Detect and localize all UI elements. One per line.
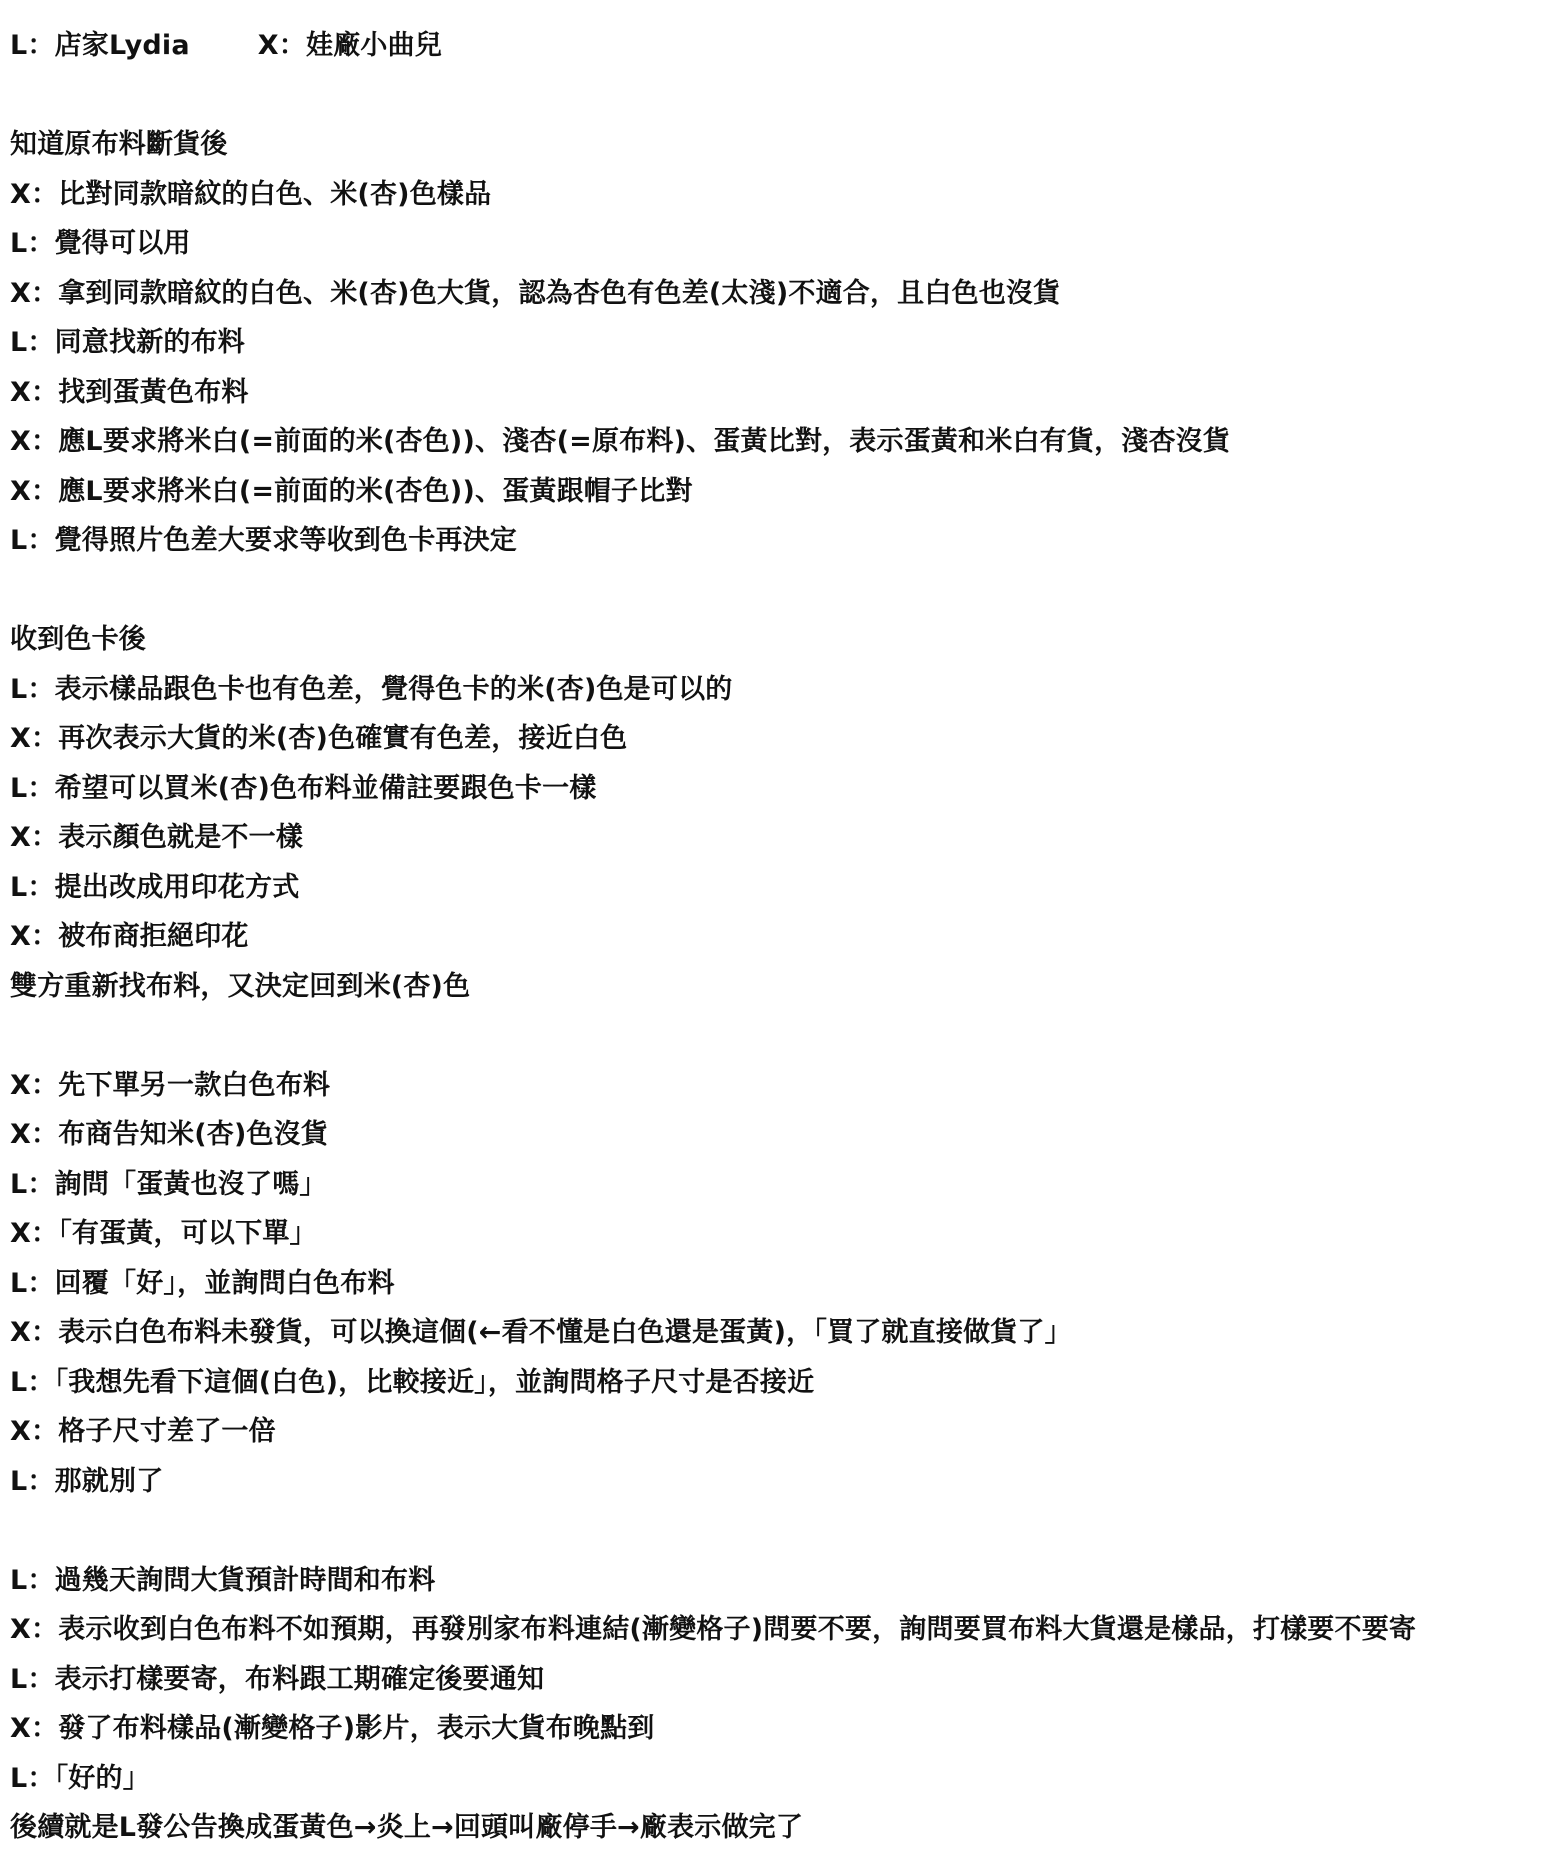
dialogue-line: L：同意找新的布料	[10, 327, 246, 358]
blank-line	[10, 566, 1540, 616]
section-ordering	[10, 1061, 1540, 1507]
dialogue-line: L：覺得可以用	[10, 228, 191, 259]
dialogue-line: X：「有蛋黃，可以下單」	[10, 1218, 317, 1249]
dialogue-line: L：詢問「蛋黃也沒了嗎」	[10, 1168, 327, 1200]
dialogue-line: L：「好的」	[10, 1762, 150, 1794]
factory-label: X：娃廠小曲兒	[257, 30, 442, 61]
dialogue-line: X：被布商拒絕印花	[10, 921, 249, 952]
section-heading: 知道原布料斷貨後	[10, 129, 228, 160]
document-body	[10, 21, 1540, 1853]
section-followup	[10, 1556, 1540, 1853]
dialogue-line: X：格子尺寸差了一倍	[10, 1416, 276, 1447]
closing-line: 後續就是L發公告換成蛋黃色→炎上→回頭叫廠停手→廠表示做完了	[10, 1812, 804, 1843]
store-label: L：店家Lydia	[10, 30, 190, 61]
dialogue-line: L：「我想先看下這個(白色)，比較接近」，並詢問格子尺寸是否接近	[10, 1366, 815, 1398]
section-heading: 收到色卡後	[10, 624, 146, 655]
dialogue-line: X：應L要求將米白(=前面的米(杏色))、淺杏(=原布料)、蛋黃比對，表示蛋黃和米白有貨，淺杏沒貨	[10, 426, 1231, 457]
dialogue-line: X：先下單另一款白色布料	[10, 1069, 331, 1101]
dialogue-line: L：回覆「好」，並詢問白色布料	[10, 1267, 395, 1299]
dialogue-line: X：表示顏色就是不一樣	[10, 822, 304, 853]
dialogue-line: X：拿到同款暗紋的白色、米(杏)色大貨，認為杏色有色差(太淺)不適合，且白色也沒貨	[10, 277, 1061, 309]
blank-line	[10, 1506, 1540, 1556]
dialogue-line: L：覺得照片色差大要求等收到色卡再決定	[10, 525, 518, 556]
dialogue-line: X：發了布料樣品(漸變格子)影片，表示大貨布晚點到	[10, 1713, 655, 1744]
section-after-color-card	[10, 615, 1540, 1011]
dialogue-line: L：提出改成用印花方式	[10, 871, 300, 903]
dialogue-line: X：布商告知米(杏)色沒貨	[10, 1119, 329, 1150]
dialogue-line: L：希望可以買米(杏)色布料並備註要跟色卡一樣	[10, 772, 597, 804]
dialogue-line: L：過幾天詢問大貨預計時間和布料	[10, 1564, 436, 1596]
section-before-restock	[10, 120, 1540, 566]
dialogue-line: X：找到蛋黃色布料	[10, 376, 249, 408]
header-line	[10, 21, 1540, 71]
blank-line	[10, 1011, 1540, 1061]
dialogue-line: 雙方重新找布料，又決定回到米(杏)色	[10, 970, 471, 1002]
blank-line	[10, 71, 1540, 121]
dialogue-line: X：再次表示大貨的米(杏)色確實有色差，接近白色	[10, 723, 628, 754]
dialogue-line: X：比對同款暗紋的白色、米(杏)色樣品	[10, 178, 492, 210]
dialogue-line: L：表示打樣要寄，布料跟工期確定後要通知	[10, 1663, 545, 1695]
dialogue-line: X：表示收到白色布料不如預期，再發別家布料連結(漸變格子)問要不要，詢問要買布料大貨還是樣品，打樣要不要寄	[10, 1614, 1417, 1645]
dialogue-line: X：表示白色布料未發貨，可以換這個(←看不懂是白色還是蛋黃)，「買了就直接做貨了」	[10, 1317, 1072, 1348]
dialogue-line: L：那就別了	[10, 1465, 164, 1497]
dialogue-line: X：應L要求將米白(=前面的米(杏色))、蛋黃跟帽子比對	[10, 475, 693, 507]
dialogue-line: L：表示樣品跟色卡也有色差，覺得色卡的米(杏)色是可以的	[10, 673, 733, 705]
